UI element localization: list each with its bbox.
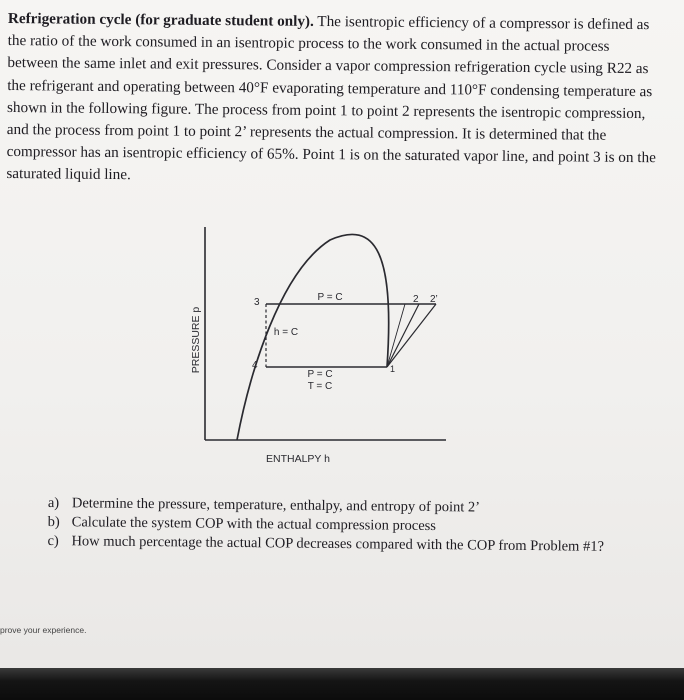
point-1-label: 1 — [390, 364, 396, 374]
problem-title: Refrigeration cycle (for graduate student only). — [7, 9, 314, 30]
question-label: c) — [47, 532, 59, 550]
ph-diagram — [180, 222, 450, 477]
problem-body: The isentropic efficiency of a compressor is defined as the ratio of the work consumed in an isentropic process to the work consumed in the actual process between the same inlet and exit pressures. Consider a vapor compression refrigeration cycle using R22 as the refrigerant and operating between 40°F evaporating temperature and 110°F condensing temperature as shown in the following figure. The process from point 1 to point 2 represents the isentropic compression, and the process from point 1 to point 2’ represents the actual compression. It is determined that the compressor has an isentropic efficiency of 65%. Point 1 is on the saturated vapor line, and point 3 is on the saturated liquid line. — [6, 12, 656, 184]
question-text: How much percentage the actual COP decreases compared with the COP from Problem #1? — [71, 533, 605, 555]
bottom-temperature-annotation: T = C — [307, 381, 333, 392]
point-2-prime-label: 2’ — [430, 294, 438, 305]
question-text: Determine the pressure, temperature, enthalpy, and entropy of point 2’ — [71, 495, 481, 516]
question-text: Calculate the system COP with the actual compression process — [71, 514, 437, 535]
problem-statement — [6, 8, 658, 192]
point-4-label: 4 — [252, 360, 258, 371]
top-isobar-annotation: P = C — [317, 292, 343, 303]
ph-diagram-svg — [180, 222, 450, 477]
saturation-dome — [237, 234, 389, 440]
point-2-label: 2 — [413, 294, 419, 305]
y-axis-label: PRESSURE p — [190, 306, 202, 374]
compression-guide-line — [387, 304, 405, 367]
screen-bezel — [0, 668, 684, 700]
question-label: b) — [47, 513, 60, 531]
footer-link[interactable]: prove your experience. — [0, 625, 87, 635]
isentropic-compression-line — [387, 304, 419, 367]
actual-compression-line — [387, 304, 436, 367]
x-axis-label: ENTHALPY h — [266, 453, 330, 465]
point-3-label: 3 — [254, 297, 260, 308]
question-list — [47, 494, 648, 557]
bottom-pressure-annotation: P = C — [307, 369, 333, 380]
throttle-annotation: h = C — [273, 327, 299, 338]
question-label: a) — [47, 494, 60, 512]
